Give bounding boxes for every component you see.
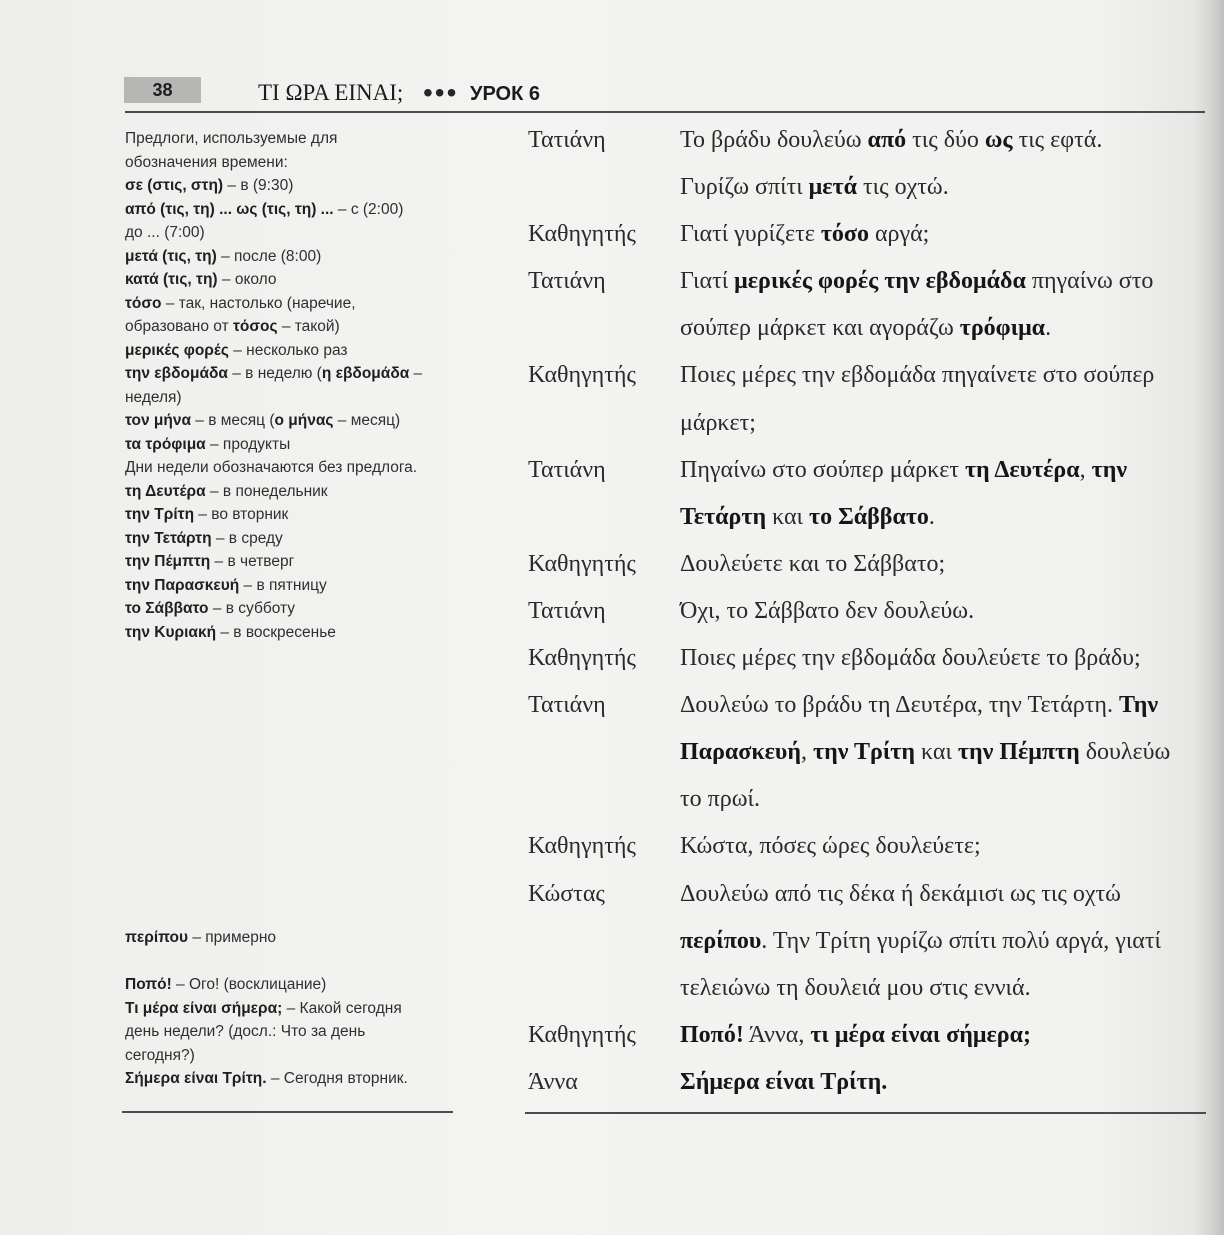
glossary-line	[125, 268, 457, 292]
speaker-name: Τατιάνη	[528, 692, 606, 719]
dialog-emphasis: την Τρίτη	[813, 739, 915, 766]
glossary-line	[125, 550, 457, 574]
dialog-line	[680, 918, 1208, 965]
glossary-text: – после (8:00)	[216, 247, 322, 265]
dialog-line	[680, 211, 1208, 258]
glossary-line	[125, 433, 457, 457]
dialog-text: ,	[1079, 456, 1092, 483]
glossary-greek-term: την Παρασκευή	[125, 576, 240, 594]
glossary-text: день недели? (досл.: Что за день	[125, 1023, 366, 1041]
glossary-text: – в субботу	[208, 600, 296, 617]
glossary-line	[125, 1067, 457, 1091]
dialog-text: τις οχτώ.	[857, 174, 949, 201]
dialog-emphasis: την Πέμπτη	[957, 739, 1080, 766]
lesson-label: УРОК 6	[470, 83, 540, 105]
glossary-group	[125, 926, 457, 950]
speaker-name: Τατιάνη	[528, 127, 606, 153]
glossary-greek-term: Τι μέρα είναι σήμερα;	[125, 999, 283, 1017]
glossary-greek-term: Ποπό!	[125, 976, 172, 993]
chapter-title: ΤΙ ΩΡΑ ΕΙΝΑΙ;	[258, 80, 404, 105]
dialog-text: Κώστα, πόσες ώρες δουλεύετε;	[680, 833, 981, 860]
glossary-text: – Ого! (восклицание)	[171, 976, 327, 993]
glossary-greek-term: η εβδομάδα	[321, 365, 410, 382]
dialog-lines	[680, 117, 1208, 211]
dialog-text: το πρωί.	[680, 786, 760, 813]
dialog-text: μάρκετ;	[680, 409, 756, 436]
dialog-lines	[680, 635, 1208, 682]
dialog-emphasis: μετά	[808, 174, 857, 201]
dialog-emphasis: Ποπό!	[680, 1021, 744, 1048]
dialog-line	[680, 871, 1208, 918]
dialog-text: Το βράδυ δουλεύω	[680, 127, 868, 153]
glossary-text: обозначения времени:	[125, 153, 288, 171]
glossary-greek-term: κατά (τις, τη)	[125, 271, 218, 288]
dialog-lines	[680, 352, 1208, 446]
dialog-turn	[528, 258, 1208, 352]
speaker-name: Τατιάνη	[528, 456, 606, 483]
glossary-line	[125, 174, 457, 198]
dialog-lines	[680, 682, 1208, 823]
dialog-emphasis: τόσο	[820, 221, 869, 248]
speaker-name: Τατιάνη	[528, 597, 606, 624]
dialog-line	[680, 258, 1208, 305]
glossary-column	[125, 0, 457, 1235]
speaker-name: Τατιάνη	[528, 268, 606, 295]
dialog-turn	[528, 682, 1208, 823]
glossary-line	[125, 409, 457, 433]
glossary-greek-term: την Πέμπτη	[125, 553, 211, 570]
glossary-line	[125, 127, 457, 151]
glossary-text: Дни недели обозначаются без предлога.	[125, 459, 418, 476]
dialog-line	[680, 729, 1208, 776]
glossary-line	[125, 503, 457, 527]
dialog-text: Άννα,	[743, 1021, 811, 1048]
glossary-group	[125, 973, 457, 1091]
glossary-text: – в четверг	[210, 553, 295, 570]
dialog-emphasis: την	[1091, 456, 1128, 483]
glossary-text: – Сегодня вторник.	[266, 1070, 408, 1088]
dialog-line	[680, 588, 1208, 635]
speaker-name: Άννα	[528, 1068, 578, 1095]
glossary-line	[125, 362, 457, 386]
dialog-bottom-rule	[525, 1112, 1206, 1114]
dialog-text: Όχι, το Σάββατο δεν δουλεύω.	[680, 597, 975, 624]
glossary-line	[125, 1044, 457, 1068]
dialog-line	[680, 352, 1208, 399]
dialog-lines	[680, 258, 1208, 352]
dialog-turn	[528, 635, 1208, 682]
glossary-line	[125, 339, 457, 363]
glossary-line	[125, 245, 457, 269]
dialog-line	[680, 965, 1208, 1012]
dialog-line	[680, 117, 1208, 164]
dialog-text: Δουλεύω το βράδυ τη Δευτέρα, την Τετάρτη.	[680, 692, 1119, 719]
dialog-turn	[528, 352, 1208, 446]
dialog-text: Ποιες μέρες την εβδομάδα πηγαίνετε στο σούπερ	[680, 362, 1155, 389]
dialog-text: και	[915, 739, 958, 766]
glossary-greek-term: Σήμερα είναι Τρίτη.	[125, 1070, 267, 1088]
speaker-name: Καθηγητής	[528, 550, 636, 577]
dialog-lines	[680, 1059, 1208, 1106]
glossary-greek-term: το Σάββατο	[125, 600, 209, 617]
dialog-text: Δουλεύω από τις δέκα ή δεκάμισι ως τις οχτώ	[680, 880, 1121, 907]
glossary-greek-term: σε (στις, στη)	[125, 177, 224, 194]
dialog-text: και	[766, 503, 809, 530]
glossary-greek-term: τα τρόφιμα	[125, 435, 206, 453]
glossary-text: образовано от	[125, 318, 233, 335]
glossary-greek-term: περίπου	[125, 929, 189, 946]
dialog-lines	[680, 541, 1208, 588]
glossary-text: – в среду	[211, 529, 283, 547]
glossary-line	[125, 1020, 457, 1044]
glossary-greek-term: από (τις, τη) ... ως (τις, τη) ...	[125, 200, 334, 218]
glossary-group	[125, 127, 457, 644]
dialog-text: τις δύο	[906, 127, 985, 153]
dialog-text: τις εφτά.	[1012, 127, 1103, 153]
glossary-line	[125, 527, 457, 551]
dialog-emphasis: μερικές φορές την εβδομάδα	[734, 268, 1026, 295]
dialog-line	[680, 1059, 1208, 1106]
glossary-line	[125, 597, 457, 621]
dialog-lines	[680, 447, 1208, 541]
dialog-line	[680, 400, 1208, 447]
glossary-line	[125, 198, 457, 222]
glossary-text: – в неделю (	[227, 365, 322, 382]
glossary-line	[125, 621, 457, 645]
glossary-line	[125, 151, 457, 175]
dialog-text: Πηγαίνω στο σούπερ μάρκετ	[680, 456, 965, 483]
glossary-text: – во вторник	[194, 506, 289, 523]
dialog-lines	[680, 211, 1208, 258]
dialog-lines	[680, 588, 1208, 635]
dialog-text: δουλεύω	[1079, 739, 1171, 766]
dialog-line	[680, 494, 1208, 541]
glossary-greek-term: τόσος	[232, 318, 278, 335]
dialog-line	[680, 305, 1208, 352]
glossary-bottom-rule	[122, 1111, 453, 1113]
glossary-text: – около	[217, 271, 277, 288]
glossary-text: – примерно	[188, 929, 277, 946]
dialog-line	[680, 635, 1208, 682]
speaker-name: Καθηγητής	[528, 645, 636, 672]
glossary-text: – в понедельник	[205, 482, 328, 500]
glossary-line	[125, 456, 457, 480]
dialog-emphasis: τι μέρα είναι σήμερα;	[810, 1021, 1031, 1048]
dialog-text: Γυρίζω σπίτι	[680, 174, 809, 201]
dialog-text: τελειώνω τη δουλειά μου στις εννιά.	[680, 974, 1031, 1001]
glossary-greek-term: τη Δευτέρα	[125, 482, 206, 500]
glossary-text: – месяц)	[333, 412, 401, 429]
dialog-emphasis: από	[867, 127, 907, 153]
speaker-name: Κώστας	[528, 880, 605, 907]
dialog-emphasis: τρόφιμα	[959, 315, 1046, 342]
dialog-line	[680, 541, 1208, 588]
dialog-text: αργά;	[868, 221, 930, 248]
dialog-text: .	[1045, 315, 1052, 342]
dialog-text: σούπερ μάρκετ και αγοράζω	[680, 315, 960, 342]
glossary-line	[125, 574, 457, 598]
speaker-name: Καθηγητής	[528, 362, 636, 389]
glossary-greek-term: την Τρίτη	[125, 506, 195, 523]
speaker-name: Καθηγητής	[528, 833, 636, 860]
glossary-text: Предлоги, используемые для	[125, 130, 338, 147]
glossary-text: – Какой сегодня	[282, 999, 402, 1017]
glossary-line	[125, 926, 457, 950]
dialog-text: Δουλεύετε και το Σάββατο;	[680, 550, 946, 577]
dialog-text: Ποιες μέρες την εβδομάδα δουλεύετε το βράδυ;	[680, 645, 1141, 672]
dialog-emphasis: Σήμερα είναι Τρίτη.	[680, 1068, 888, 1095]
dialog-line	[680, 1012, 1208, 1059]
glossary-greek-term: την εβδομάδα	[125, 365, 228, 382]
dialog-emphasis: Την	[1118, 692, 1159, 719]
dialog-turn	[528, 823, 1208, 870]
speaker-name: Καθηγητής	[528, 1021, 636, 1048]
glossary-text: – так, настолько (наречие,	[161, 294, 356, 312]
dialog-turn	[528, 447, 1208, 541]
glossary-greek-term: την Τετάρτη	[125, 529, 212, 547]
glossary-greek-term: μετά (τις, τη)	[125, 247, 217, 265]
glossary-line	[125, 997, 457, 1021]
page-number: 38	[152, 80, 173, 100]
glossary-text: – с (2:00)	[333, 200, 404, 218]
glossary-greek-term: μερικές φορές	[125, 341, 229, 359]
dialog-lines	[680, 1012, 1208, 1059]
dialog-lines	[680, 871, 1208, 1012]
dialog-emphasis: ως	[984, 127, 1013, 153]
dialog-turn	[528, 117, 1208, 211]
speaker-name: Καθηγητής	[528, 221, 636, 248]
glossary-greek-term: τον μήνα	[125, 412, 191, 429]
glossary-greek-term: την Κυριακή	[125, 623, 217, 641]
dialog-line	[680, 682, 1208, 729]
title-separator-dots: •••	[423, 77, 459, 108]
dialog-text: πηγαίνω στο	[1025, 268, 1154, 295]
dialog-turn	[528, 1012, 1208, 1059]
dialog-emphasis: Τετάρτη	[680, 503, 767, 530]
dialog-text: . Την Τρίτη γυρίζω σπίτι πολύ αργά, γιατί	[761, 927, 1161, 954]
dialog-emphasis: Παρασκευή	[680, 739, 802, 766]
dialog-emphasis: περίπου	[680, 927, 762, 954]
dialog-turn	[528, 211, 1208, 258]
glossary-line	[125, 292, 457, 316]
glossary-line	[125, 973, 457, 997]
dialog-line	[680, 776, 1208, 823]
dialog-turn	[528, 1059, 1208, 1106]
dialog-emphasis: το Σάββατο	[809, 503, 929, 530]
dialog-column	[528, 117, 1208, 1106]
glossary-text: – в пятницу	[239, 576, 327, 594]
dialog-line	[680, 164, 1208, 211]
dialog-lines	[680, 823, 1208, 870]
glossary-line	[125, 480, 457, 504]
glossary-line	[125, 221, 457, 245]
glossary-text: – несколько раз	[228, 341, 348, 359]
dialog-text: Γιατί	[680, 268, 735, 295]
glossary-text: – такой)	[277, 318, 340, 335]
dialog-emphasis: τη Δευτέρα	[964, 456, 1080, 483]
dialog-turn	[528, 588, 1208, 635]
dialog-line	[680, 823, 1208, 870]
glossary-text: – в воскресенье	[216, 623, 336, 641]
glossary-greek-term: ο μήνας	[274, 412, 334, 429]
glossary-text: – в (9:30)	[223, 177, 294, 194]
glossary-line	[125, 315, 457, 339]
glossary-text: –	[409, 365, 423, 382]
glossary-text: неделя)	[125, 388, 182, 406]
dialog-turn	[528, 541, 1208, 588]
glossary-text: до ... (7:00)	[125, 224, 205, 241]
dialog-line	[680, 447, 1208, 494]
dialog-text: Γιατί γυρίζετε	[680, 221, 821, 248]
glossary-greek-term: τόσο	[125, 294, 162, 312]
dialog-turn	[528, 871, 1208, 1012]
glossary-text: сегодня?)	[125, 1046, 195, 1064]
dialog-text: .	[928, 503, 935, 530]
glossary-line	[125, 386, 457, 410]
dialog-text: ,	[801, 739, 814, 766]
glossary-text: – в месяц (	[190, 412, 275, 429]
glossary-text: – продукты	[205, 435, 291, 453]
